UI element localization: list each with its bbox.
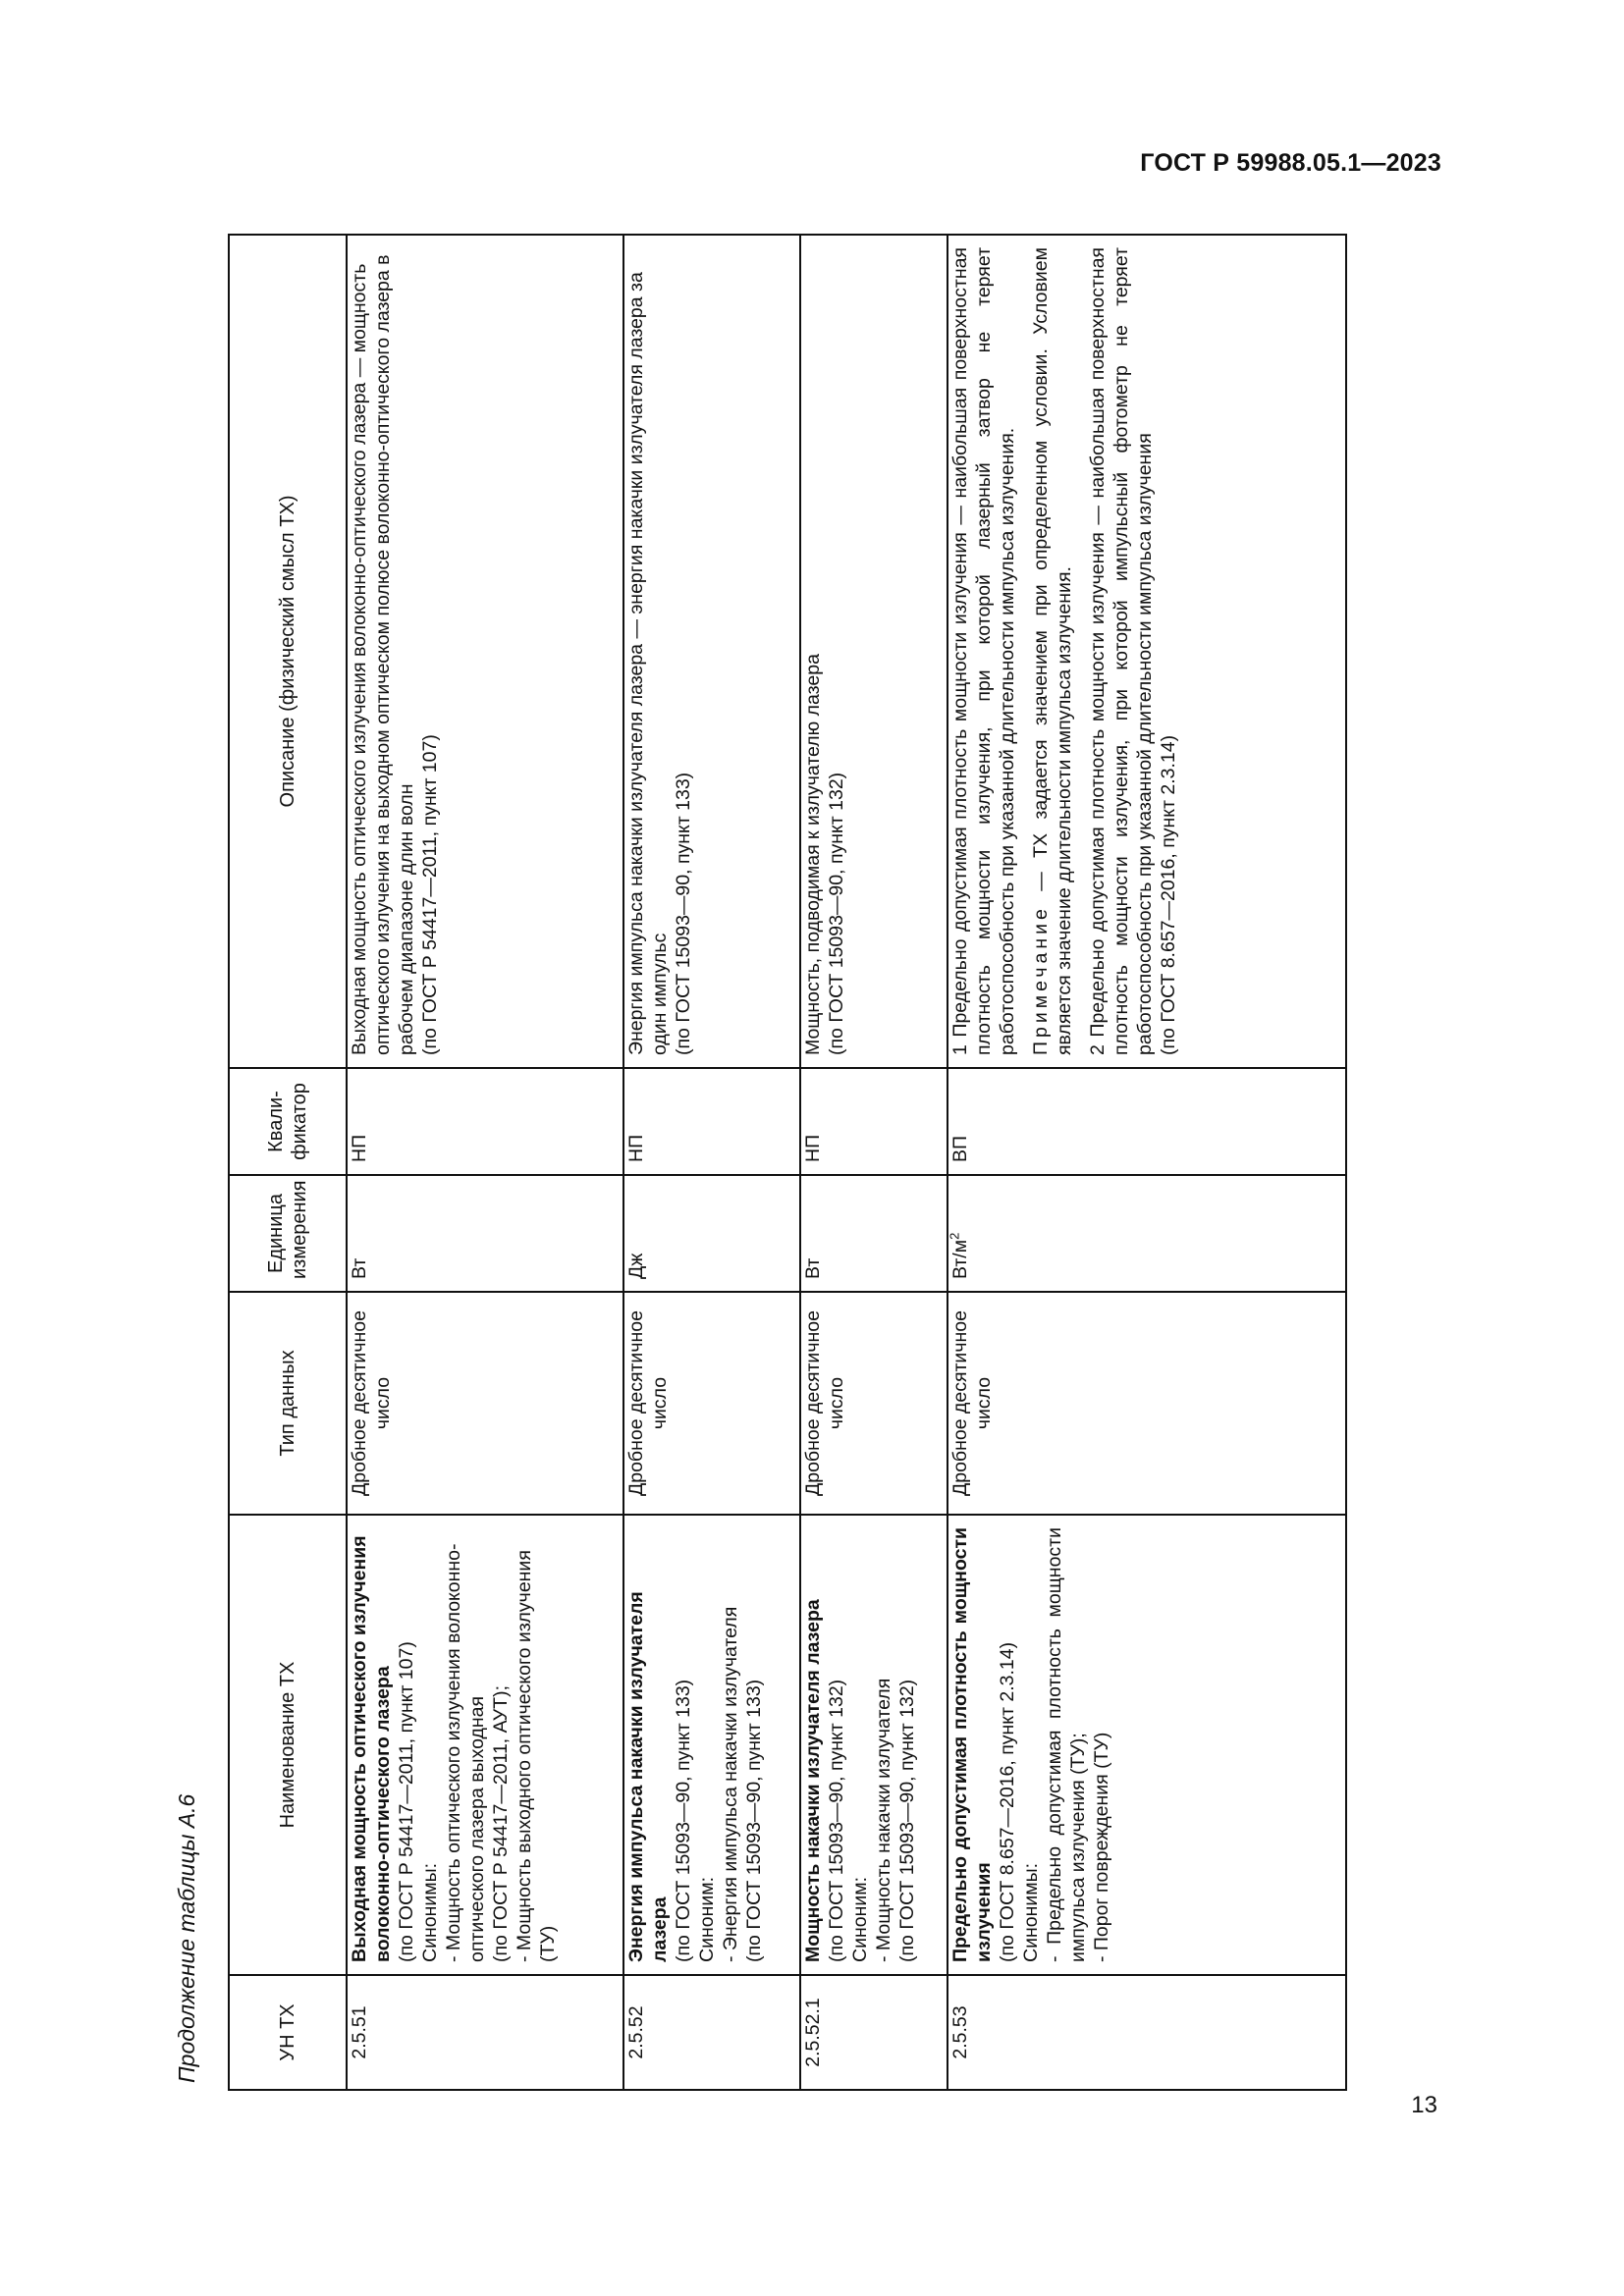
cell-id: 2.5.52 bbox=[623, 1975, 800, 2090]
unit-base: Вт/м bbox=[949, 1239, 971, 1279]
cell-name bbox=[347, 1515, 623, 1975]
name-line: (по ГОСТ 15093—90, пункт 132) bbox=[826, 1679, 847, 1962]
characteristics-table bbox=[228, 234, 1347, 2091]
name-line: Синоним: bbox=[849, 1876, 871, 1962]
description-note bbox=[1029, 247, 1076, 1055]
cell-qualifier: НП bbox=[623, 1068, 800, 1175]
page-number: 13 bbox=[1411, 2092, 1437, 2118]
document-code: ГОСТ Р 59988.05.1—2023 bbox=[1140, 149, 1441, 177]
cell-qualifier: НП bbox=[347, 1068, 623, 1175]
description-paragraph-2: 2 Предельно допустимая плотность мощности излучения — наибольшая поверхностная плотность мощности излучения, при которой импульсный фотометр не теряет работоспособность при указанной длительности импульса излучения bbox=[1087, 247, 1156, 1055]
name-line: Синоним: bbox=[696, 1876, 718, 1962]
name-line: (по ГОСТ 8.657—2016, пункт 2.3.14) bbox=[997, 1641, 1018, 1962]
cell-name bbox=[623, 1515, 800, 1975]
header-name: Наименование ТХ bbox=[229, 1515, 347, 1975]
cell-type: Дробное десятичное число bbox=[623, 1292, 800, 1515]
name-line: Синонимы: bbox=[419, 1862, 441, 1962]
description-line: (по ГОСТ 15093—90, пункт 132) bbox=[826, 772, 847, 1055]
name-line: - Энергия импульса накачки излучателя bbox=[720, 1606, 741, 1962]
header-description: Описание (физический смысл ТХ) bbox=[229, 235, 347, 1068]
cell-qualifier: НП bbox=[800, 1068, 947, 1175]
cell-unit: Дж bbox=[623, 1175, 800, 1292]
name-line: - Предельно допустимая плотность мощности импульса излучения (ТУ); bbox=[1044, 1527, 1089, 1962]
cell-type: Дробное десятичное число bbox=[947, 1292, 1346, 1515]
cell-name bbox=[947, 1515, 1346, 1975]
cell-qualifier: ВП bbox=[947, 1068, 1346, 1175]
name-line: (по ГОСТ 15093—90, пункт 133) bbox=[673, 1679, 694, 1962]
name-title: Мощность накачки излучателя лазера bbox=[802, 1599, 824, 1962]
header-unit: Единица измерения bbox=[229, 1175, 347, 1292]
header-id: УН ТХ bbox=[229, 1975, 347, 2090]
name-title: Выходная мощность оптического излучения волоконно-оптического лазера bbox=[349, 1535, 394, 1962]
name-line: (по ГОСТ Р 54417—2011, АУТ); bbox=[490, 1685, 512, 1962]
description-line: (по ГОСТ Р 54417—2011, пункт 107) bbox=[419, 734, 441, 1055]
cell-description bbox=[947, 235, 1346, 1068]
name-line: - Мощность накачки излучателя bbox=[873, 1678, 894, 1962]
description-line: Энергия импульса накачки излучателя лазера — энергия накачки излучателя лазера за один импульс bbox=[625, 272, 671, 1055]
cell-id: 2.5.53 bbox=[947, 1975, 1346, 2090]
cell-unit bbox=[947, 1175, 1346, 1292]
table-header-row bbox=[229, 235, 347, 2090]
rotated-table-page bbox=[174, 236, 1401, 2091]
table-row bbox=[347, 235, 623, 2090]
name-line: (по ГОСТ Р 54417—2011, пункт 107) bbox=[396, 1641, 417, 1962]
table-row bbox=[800, 235, 947, 2090]
header-type: Тип данных bbox=[229, 1292, 347, 1515]
name-line: Синонимы: bbox=[1020, 1862, 1042, 1962]
cell-unit: Вт bbox=[347, 1175, 623, 1292]
name-title: Предельно допустимая плотность мощности излучения bbox=[949, 1527, 995, 1962]
cell-type: Дробное десятичное число bbox=[347, 1292, 623, 1515]
note-label: Примечание bbox=[1030, 905, 1052, 1055]
cell-unit: Вт bbox=[800, 1175, 947, 1292]
header-qualifier: Квали-фикатор bbox=[229, 1068, 347, 1175]
cell-name bbox=[800, 1515, 947, 1975]
note-text: — ТХ задается значением при определенном условии. Условием является значение длительности импульса излучения. bbox=[1030, 247, 1075, 1055]
cell-type: Дробное десятичное число bbox=[800, 1292, 947, 1515]
table-row bbox=[947, 235, 1346, 2090]
name-title: Энергия импульса накачки излучателя лазера bbox=[625, 1591, 671, 1962]
name-line: - Мощность оптического излучения волоконно-оптического лазера выходная bbox=[443, 1543, 488, 1962]
name-line: - Мощность выходного оптического излучения (ТУ) bbox=[514, 1550, 559, 1962]
description-line: Мощность, подводимая к излучателю лазера bbox=[802, 654, 824, 1055]
description-reference: (по ГОСТ 8.657—2016, пункт 2.3.14) bbox=[1158, 734, 1179, 1055]
cell-description bbox=[347, 235, 623, 1068]
name-line: (по ГОСТ 15093—90, пункт 133) bbox=[743, 1679, 765, 1962]
table-row bbox=[623, 235, 800, 2090]
cell-id: 2.5.52.1 bbox=[800, 1975, 947, 2090]
description-paragraph-1: 1 Предельно допустимая плотность мощности излучения — наибольшая поверхностная плотность мощности излучения, при которой лазерный затвор не теряет работоспособность при указанной длительности импульса излучения. bbox=[949, 247, 1018, 1055]
name-line: - Порог повреждения (ТУ) bbox=[1091, 1732, 1112, 1962]
description-line: (по ГОСТ 15093—90, пункт 133) bbox=[673, 772, 694, 1055]
cell-description bbox=[623, 235, 800, 1068]
cell-id: 2.5.51 bbox=[347, 1975, 623, 2090]
cell-description bbox=[800, 235, 947, 1068]
description-line: Выходная мощность оптического излучения волоконно-оптического лазера — мощность оптического излучения на выходном оптическом полюсе волоконно-оптического лазера в рабочем диапазоне длин волн bbox=[349, 254, 417, 1055]
table-continuation-caption: Продолжение таблицы А.6 bbox=[174, 1793, 199, 2083]
unit-superscript: 2 bbox=[947, 1232, 962, 1240]
name-line: (по ГОСТ 15093—90, пункт 132) bbox=[896, 1679, 918, 1962]
